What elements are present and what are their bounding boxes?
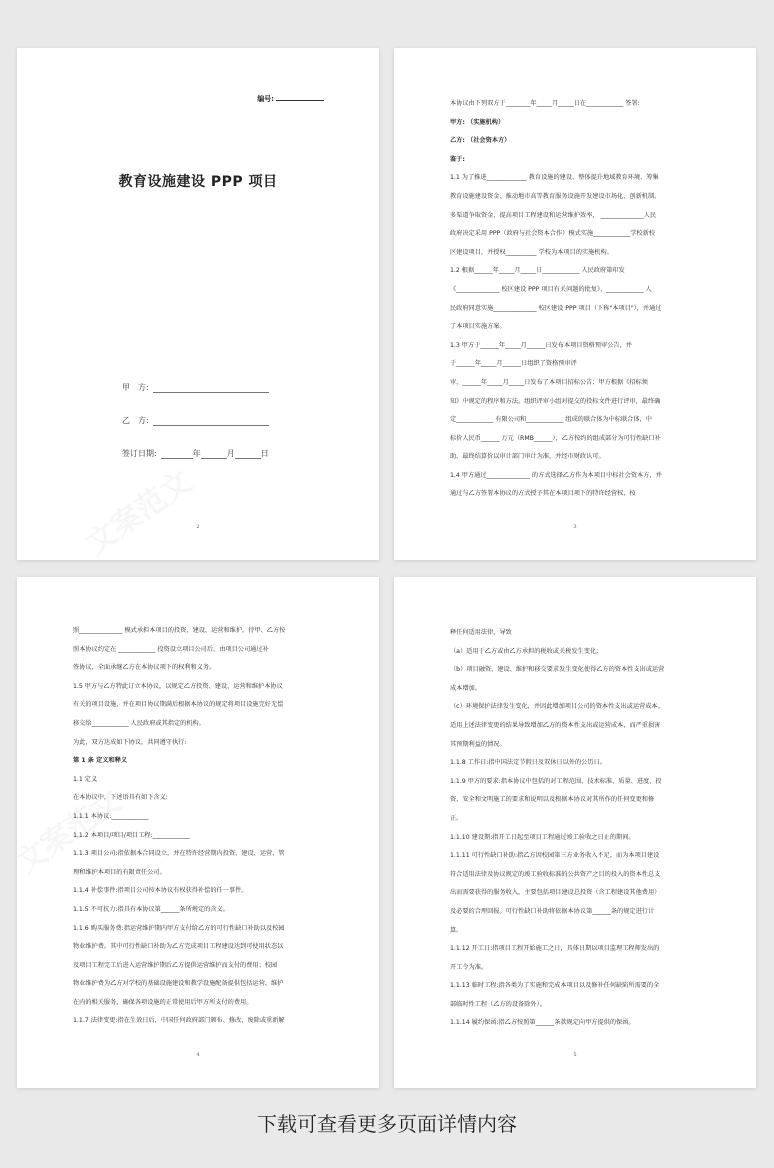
- watermark: [75, 458, 199, 560]
- text-line: 1.1.10 建设期:指开工日起至项目工程通过竣工验收之日止的期间。: [450, 833, 635, 841]
- text-line: 知》中规定的程序和方法，组织评审小组对提交的投标文件进行评审，最终确: [450, 397, 661, 405]
- text-line: 了本项目实施方案。: [450, 323, 506, 331]
- text-line: 于______年_____月______日组织了资格预审评: [450, 360, 577, 368]
- text-line: 1.4 甲方通过______________ 的方式选择乙方作为本项目中标社会资本方，并: [450, 471, 662, 479]
- text-line: 理和维护本项目的有限责任公司。: [73, 868, 166, 876]
- page-body: [450, 95, 706, 504]
- text-line: 出而需要获得的服务收入，主要包括项目建设总投资（含工程建设其他费用）: [450, 889, 661, 897]
- party-a-label: 甲 方:: [122, 383, 149, 392]
- text-line: 其预期利益的情况。: [450, 740, 506, 748]
- page-number: 2: [196, 524, 200, 530]
- text-line: 1.1.6 购买服务费:指运营维护期内甲方支付给乙方的可行性缺口补助以及校园: [73, 924, 285, 932]
- year-blank: [161, 450, 193, 459]
- whereas-heading: 鉴于:: [450, 155, 465, 163]
- text-line: 照本协议约定在 ____________ 投资设立项目公司后，由项目公司通过补: [73, 645, 269, 653]
- text-line: 算。: [450, 926, 463, 934]
- text-line: 1.1.3 项目公司:指依据本合同设立，并在特许经营期内投资、建设、运营、管: [73, 850, 285, 858]
- page-number: 4: [196, 1052, 200, 1058]
- text-line: 助，最终结算价以审计部门审计为准，并经市财政认可。: [450, 453, 605, 461]
- party-b-row: [122, 415, 269, 426]
- month-label: 月: [226, 449, 235, 458]
- text-line: 在内的相关服务，确保各项设施的正常使用后甲方所支付的费用。: [73, 998, 253, 1006]
- text-line: 标价人民币______ 万元（RMB______），乙方按约的组成部分为可行性缺口补: [450, 434, 661, 442]
- text-line: 1.1.4 补偿事件:指项目公司按本协议有权获得补偿的任一事件。: [73, 887, 248, 895]
- text-line: （c）环境保护法律发生变化，并因此增加项目公司的资本性支出或运营成本。: [450, 703, 664, 711]
- text-line: 1.1.2 本项目/项目/项目工程:____________: [73, 831, 190, 839]
- text-line: 本协议由下列双方于________年_____月_____日在____________ 签署:: [450, 100, 640, 107]
- party-b-line: [153, 417, 269, 426]
- text-line: 物业维护费为乙方对学校的基础设施建设和教学设施配备提供包括运营、维护: [73, 980, 284, 988]
- code-blank: [276, 93, 324, 101]
- party-a-row: [122, 382, 269, 393]
- text-line: 1.1 为了推进_____________ 教育设施的建设、整体提升地域教育环境、筹集: [450, 174, 659, 182]
- text-line: 移交给____________ 人民政府或其指定的机构。: [73, 719, 205, 727]
- text-line: 部临时性工程（乙方的设备除外）。: [450, 1000, 546, 1008]
- code-label: 编号:: [257, 95, 274, 103]
- cover-title: 教育设施建设 PPP 项目: [118, 174, 278, 190]
- text-line: 签协议，全面承继乙方在本协议项下的权利和义务。: [73, 664, 216, 672]
- text-line: 1.1.12 开工日:指项目工程开始施工之日，具体日期以项目监理工程师发出的: [450, 945, 660, 953]
- text-line: 适用上述法律变更的结果导致增加乙方的资本性支出或运营成本，而严重损害: [450, 721, 661, 729]
- agreement-page-4: [394, 577, 756, 1088]
- text-line: 1.2 根据______年_____月_____日____________ 人民政府第印发: [450, 267, 625, 275]
- page-number: 5: [573, 1052, 577, 1058]
- text-line: 1.1.11 可行性缺口补助:指乙方因校园第三方业务收入不足，而为本项目建设: [450, 852, 660, 860]
- text-line: 资、安全和文明施工的要求和说明以及根据本协议对其所作的任何变更和修: [450, 796, 655, 804]
- text-line: 政府决定采用 PPP（政府与社会资本合作）模式实施____________学校新校: [450, 230, 655, 238]
- year-label: 年: [192, 449, 201, 458]
- text-line: 1.3 甲方于______年_____月______日发布本项目资格预审公告，并: [450, 341, 632, 349]
- text-line: 正。: [450, 814, 463, 822]
- text-line: 《______________ 校区建设 PPP 项目有关问题的批复》，____________ 人: [450, 285, 652, 293]
- text-line: 教育设施建设资金、推动地市高等教育服务设施开发建设市场化、创新机制、: [450, 192, 661, 200]
- text-line: 释任何适用法律，导致: [450, 629, 512, 636]
- text-line: 1.1.14 履约保函:指乙方按照第______条款规定向甲方提供的保函。: [450, 1019, 635, 1027]
- text-line: 在本协议中，下述语具有如下含义:: [73, 794, 168, 802]
- article-heading: 第 1 条 定义和释义: [73, 757, 128, 765]
- party-a-heading: 甲方: （实施机构）: [450, 118, 505, 126]
- text-line: （b）项目融资、建设、维护和移交要求发生变化使得乙方的资本性支出或运营: [450, 666, 665, 674]
- text-line: 开工令为准。: [450, 963, 488, 971]
- text-line: 审，______年_____月_____日发布了本项目招标公告；甲方根据《招标须: [450, 378, 648, 386]
- document-code: [257, 93, 324, 104]
- text-line: 物业维护费。其中可行性缺口补助为乙方完成项目工程建设达到可使用状态以: [73, 943, 284, 951]
- text-line: 定____________ 有限公司和____________ 组成的联合体为中标联合体，中: [450, 416, 652, 424]
- text-line: 成本增加。: [450, 684, 481, 692]
- text-line: 通过与乙方签署本协议的方式授予其在本项目项下的特许经营权，按: [450, 490, 636, 498]
- text-line: 1.1.5 不可抗力:指具有本协议第______条所规定的含义。: [73, 905, 229, 913]
- text-line: 及必要的合理回报。可行性缺口补助将依据本协议第______条的规定进行计: [450, 907, 655, 915]
- text-line: 1.1.13 临时工程:指各类为了实施和完成本项目以及修补任何缺陷所需要的全: [450, 982, 660, 990]
- day-label: 日: [260, 449, 269, 458]
- text-line: 及项目工程完工后进入运营维护期后乙方提供运营维护而支付的费用；校园: [73, 961, 278, 969]
- day-blank: [235, 450, 261, 459]
- text-line: 照______________ 模式承担本项目的投资、建设、运营和维护。待甲、乙方按: [73, 627, 286, 634]
- month-blank: [201, 450, 227, 459]
- text-line: 1.1.1 本协议:____________: [73, 812, 149, 820]
- text-line: 1.1.7 法律变更:指在生效日后，中国任何政府部门颁布、修改、废除或重新解: [73, 1017, 285, 1025]
- cover-page: [17, 48, 379, 560]
- text-line: 1.5 甲方与乙方特此订立本协议，以规定乙方投资、建设、运营和维护本协议: [73, 682, 283, 690]
- text-line: 为此，双方达成如下协议，共同遵守执行:: [73, 738, 187, 746]
- party-b-heading: 乙方: （社会资本方）: [450, 137, 511, 145]
- page-body: [450, 624, 706, 1033]
- page-body: [73, 622, 329, 1031]
- text-line: 符合适用法律及协议规定的竣工验收标准的公共资产之目的投入的资本性总支: [450, 870, 661, 878]
- text-line: 民政府同意实施______________ 校区建设 PPP 项目（下称"本项目"），并通过: [450, 304, 662, 312]
- download-more-caption: 下载可查看更多页面详情内容: [257, 1112, 517, 1136]
- party-a-line: [153, 384, 269, 393]
- text-line: 多渠道争取资金、提高项目工程建设和运营维护效率， ______________人民: [450, 211, 657, 219]
- page-number: 3: [573, 524, 577, 530]
- text-line: 有关的项目设施，并在项目协议期满后根据本协议的规定将项目设施完好无偿: [73, 701, 284, 709]
- text-line: 1.1 定义: [73, 775, 98, 783]
- text-line: 1.1.8 工作日:指中国法定节假日及双休日以外的公历日。: [450, 759, 606, 767]
- date-label: 签订日期:: [122, 449, 157, 458]
- text-line: 1.1.9 甲方的要求:指本协议中包括的对工程范围、技术标准、质量、进度、投: [450, 777, 662, 785]
- agreement-page-2: [394, 48, 756, 560]
- agreement-page-3: [17, 577, 379, 1088]
- sign-date-row: [122, 448, 269, 459]
- text-line: 区建设项目，并授权__________ 学校为本项目的实施机构。: [450, 248, 613, 256]
- text-line: （a）适用于乙方或由乙方承担的税收或关税发生变化;: [450, 647, 599, 655]
- party-b-label: 乙 方:: [122, 416, 149, 425]
